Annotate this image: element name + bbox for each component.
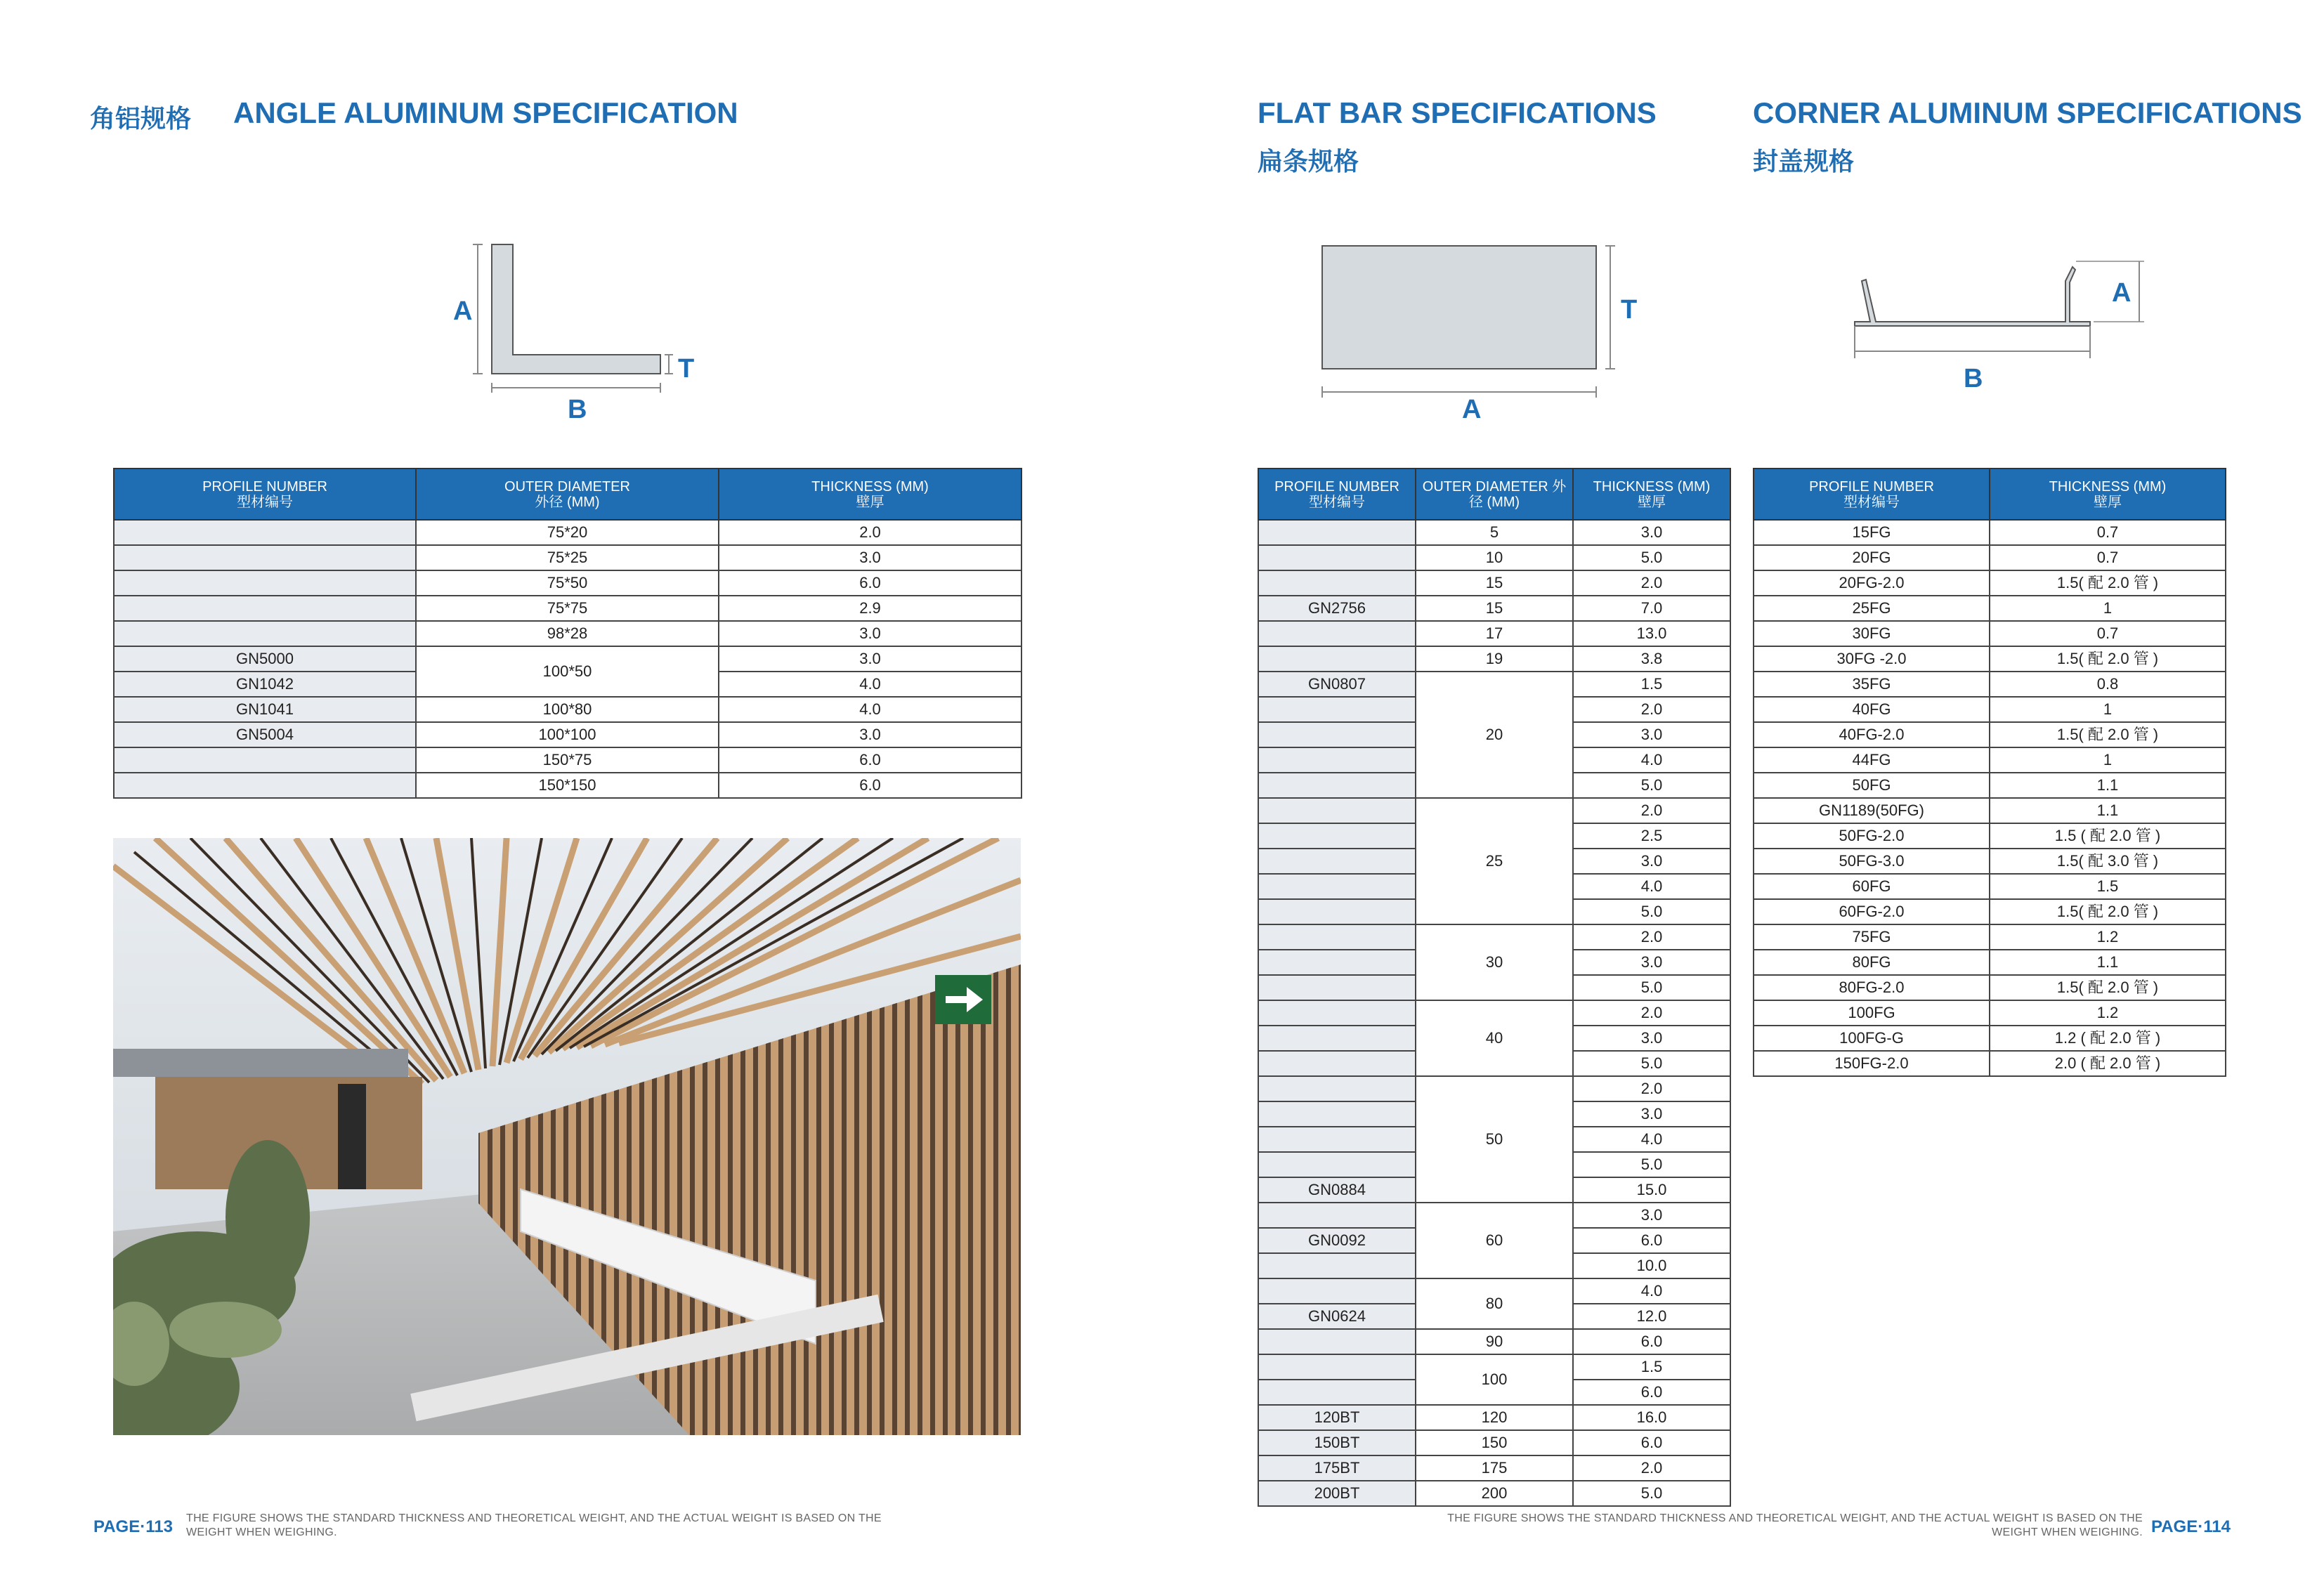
table-row: 40FG-2.0 1.5( 配 2.0 管 ) <box>1754 722 2226 747</box>
table-row: 90 6.0 <box>1258 1329 1730 1354</box>
flat-title-cn: 扁条规格 <box>1258 148 1359 176</box>
angle-spec-table <box>113 468 1022 799</box>
table-row: GN0624 12.0 <box>1258 1304 1730 1329</box>
table-row: 20FG-2.0 1.5( 配 2.0 管 ) <box>1754 570 2226 596</box>
right-page-number: PAGE·114 <box>2151 1517 2231 1536</box>
table-row: 4.0 <box>1258 1127 1730 1152</box>
angle-dim-a: A <box>453 296 473 326</box>
table-row: 75*25 3.0 <box>114 545 1021 570</box>
table-row: GN2756 15 7.0 <box>1258 596 1730 621</box>
table-row: 10 5.0 <box>1258 545 1730 570</box>
table-row: 75*75 2.9 <box>114 596 1021 621</box>
flat-header-profile: PROFILE NUMBER 型材编号 <box>1258 469 1416 520</box>
table-row: 3.0 <box>1258 950 1730 975</box>
table-row: 75FG 1.2 <box>1754 924 2226 950</box>
angle-header-profile: PROFILE NUMBER 型材编号 <box>114 469 416 520</box>
table-row: 80FG 1.1 <box>1754 950 2226 975</box>
flat-dim-t: T <box>1621 295 1638 325</box>
flat-bar-diagram <box>1314 239 1623 407</box>
angle-header-thickness: THICKNESS (MM) 壁厚 <box>719 469 1021 520</box>
table-row: 5.0 <box>1258 975 1730 1000</box>
table-row: 35FG 0.8 <box>1754 672 2226 697</box>
table-row: 5.0 <box>1258 773 1730 798</box>
table-row: 150BT 150 6.0 <box>1258 1430 1730 1455</box>
table-row: 50FG-3.0 1.5( 配 3.0 管 ) <box>1754 849 2226 874</box>
corner-title-cn: 封盖规格 <box>1753 148 1855 176</box>
corner-spec-table <box>1753 468 2226 1077</box>
table-row: 150*150 6.0 <box>114 773 1021 798</box>
flat-spec-table <box>1258 468 1731 1507</box>
angle-dim-t: T <box>678 354 695 384</box>
table-row: GN0807 20 1.5 <box>1258 672 1730 697</box>
angle-title-cn: 角铝规格 <box>90 105 192 133</box>
table-row: 5.0 <box>1258 1051 1730 1076</box>
table-row: 5.0 <box>1258 1152 1730 1177</box>
table-row: 60FG 1.5 <box>1754 874 2226 899</box>
flat-header-diameter: OUTER DIAMETER 外 径 (MM) <box>1416 469 1573 520</box>
table-row: 150*75 6.0 <box>114 747 1021 773</box>
table-row: 44FG 1 <box>1754 747 2226 773</box>
table-row: 15 2.0 <box>1258 570 1730 596</box>
table-row: 4.0 <box>1258 874 1730 899</box>
table-row: 2.5 <box>1258 823 1730 849</box>
table-row: GN0884 15.0 <box>1258 1177 1730 1203</box>
corner-dim-a: A <box>2112 278 2132 308</box>
table-row: 60 3.0 <box>1258 1203 1730 1228</box>
table-row: 75*20 2.0 <box>114 520 1021 545</box>
table-row: 5.0 <box>1258 899 1730 924</box>
table-row: 40 2.0 <box>1258 1000 1730 1026</box>
table-row: 19 3.8 <box>1258 646 1730 672</box>
corner-title-en: CORNER ALUMINUM SPECIFICATIONS <box>1753 96 2302 129</box>
table-row: 175BT 175 2.0 <box>1258 1455 1730 1481</box>
angle-title-en: ANGLE ALUMINUM SPECIFICATION <box>233 96 738 129</box>
table-row: 3.0 <box>1258 1026 1730 1051</box>
angle-dim-b: B <box>568 395 587 424</box>
table-row: 80FG-2.0 1.5( 配 2.0 管 ) <box>1754 975 2226 1000</box>
corner-profile-diagram <box>1841 253 2150 372</box>
table-row: 60FG-2.0 1.5( 配 2.0 管 ) <box>1754 899 2226 924</box>
corner-header-thickness: THICKNESS (MM) 壁厚 <box>1990 469 2226 520</box>
flat-header-thickness: THICKNESS (MM) 壁厚 <box>1573 469 1730 520</box>
table-row: 50 2.0 <box>1258 1076 1730 1101</box>
table-row: 80 4.0 <box>1258 1278 1730 1304</box>
angle-header-diameter: OUTER DIAMETER 外径 (MM) <box>416 469 719 520</box>
table-row: GN0092 6.0 <box>1258 1228 1730 1253</box>
table-row: 30FG 0.7 <box>1754 621 2226 646</box>
table-row: 98*28 3.0 <box>114 621 1021 646</box>
table-row: 30 2.0 <box>1258 924 1730 950</box>
table-row: 100FG 1.2 <box>1754 1000 2226 1026</box>
table-row: 4.0 <box>1258 747 1730 773</box>
table-row: 10.0 <box>1258 1253 1730 1278</box>
table-row: 17 13.0 <box>1258 621 1730 646</box>
interior-photo <box>113 838 1021 1435</box>
corner-dim-b: B <box>1964 364 1983 393</box>
table-row: 25FG 1 <box>1754 596 2226 621</box>
table-row: 200BT 200 5.0 <box>1258 1481 1730 1506</box>
flat-dim-a: A <box>1462 395 1482 424</box>
table-row: 100FG-G 1.2 ( 配 2.0 管 ) <box>1754 1026 2226 1051</box>
table-row: 3.0 <box>1258 1101 1730 1127</box>
table-row: 30FG -2.0 1.5( 配 2.0 管 ) <box>1754 646 2226 672</box>
table-row: 3.0 <box>1258 722 1730 747</box>
flat-title-en: FLAT BAR SPECIFICATIONS <box>1258 96 1657 129</box>
table-row: GN1189(50FG) 1.1 <box>1754 798 2226 823</box>
table-row: 50FG 1.1 <box>1754 773 2226 798</box>
table-row: GN1042 4.0 <box>114 672 1021 697</box>
table-row: GN1041 100*80 4.0 <box>114 697 1021 722</box>
table-row: 120BT 120 16.0 <box>1258 1405 1730 1430</box>
table-row: 40FG 1 <box>1754 697 2226 722</box>
table-row: 5 3.0 <box>1258 520 1730 545</box>
corner-header-profile: PROFILE NUMBER 型材编号 <box>1754 469 1990 520</box>
table-row: 100 1.5 <box>1258 1354 1730 1380</box>
left-page-number: PAGE·113 <box>93 1517 173 1536</box>
left-footer-note: THE FIGURE SHOWS THE STANDARD THICKNESS AND THEORETICAL WEIGHT, AND THE ACTUAL WEIGHT IS BASED ON THE WEIGHT WHEN WEIGHING. <box>186 1512 882 1538</box>
table-row: GN5000 100*50 3.0 <box>114 646 1021 672</box>
right-footer-note: THE FIGURE SHOWS THE STANDARD THICKNESS AND THEORETICAL WEIGHT, AND THE ACTUAL WEIGHT IS BASED ON THE WEIGHT WHEN WEIGHING. <box>1447 1512 2143 1538</box>
table-row: 25 2.0 <box>1258 798 1730 823</box>
table-row: 75*50 6.0 <box>114 570 1021 596</box>
table-row: 15FG 0.7 <box>1754 520 2226 545</box>
table-row: 3.0 <box>1258 849 1730 874</box>
table-row: 150FG-2.0 2.0 ( 配 2.0 管 ) <box>1754 1051 2226 1076</box>
table-row: GN5004 100*100 3.0 <box>114 722 1021 747</box>
table-row: 50FG-2.0 1.5 ( 配 2.0 管 ) <box>1754 823 2226 849</box>
table-row: 20FG 0.7 <box>1754 545 2226 570</box>
table-row: 2.0 <box>1258 697 1730 722</box>
table-row: 6.0 <box>1258 1380 1730 1405</box>
